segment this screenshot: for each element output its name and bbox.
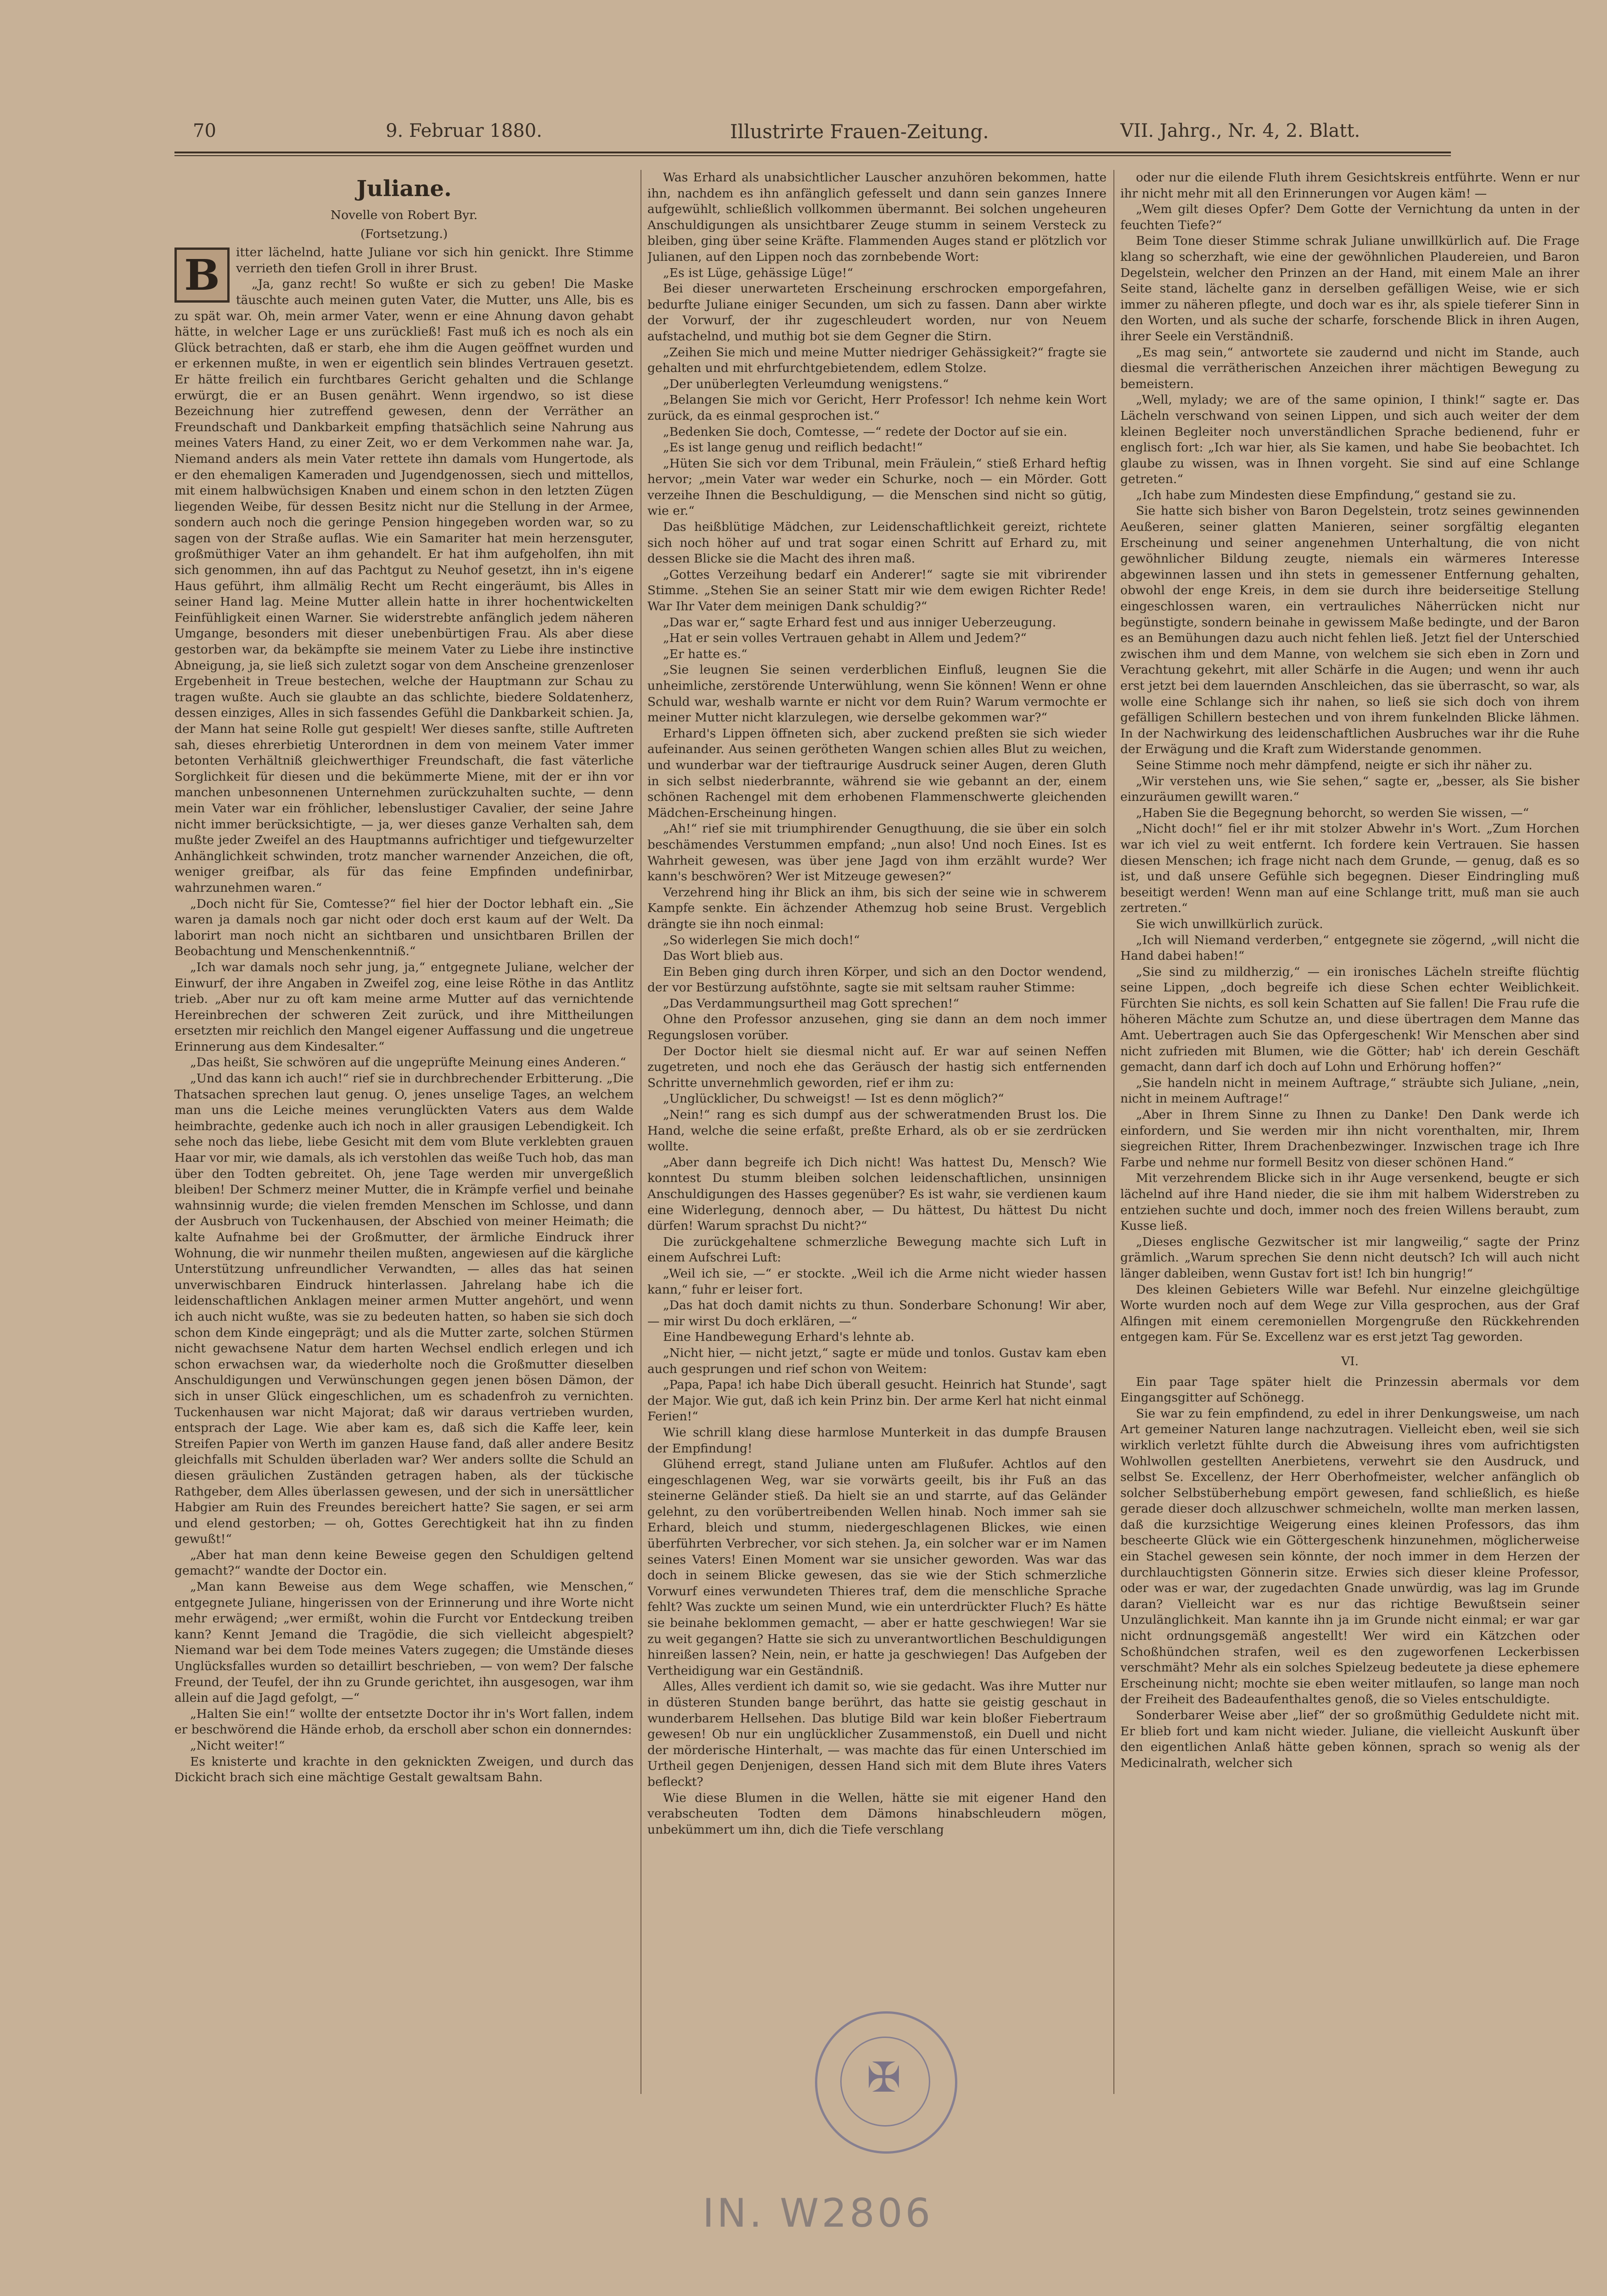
column-2-text [647,170,1107,1838]
paragraph: „Man kann Beweise aus dem Wege schaffen, wie Menschen,“ entgegnete Juliane, hingerissen von der Erinnerung und ihre Worte nicht mehr erwägend; „wer ermißt, wohin die Furcht vor Entdeckung treiben kann? Kennt Jemand die Tragödie, die sich vielleicht abgespielt? Niemand war bei dem Tode meines Vaters zugegen; die Umstände dieses Unglücksfalles wurden so detaillirt beschrieben, — von wem? Der falsche Freund, der Teufel, der ihn zu Grunde gerichtet, ihn ausgesogen, war ihm allein auf die Jagd gefolgt, —“ [174,1580,634,1705]
article-title: Juliane. [356,176,452,202]
paragraph: „Well, mylady; we are of the same opinion, I think!“ sagte er. Das Lächeln verschwand von seinen Lippen, und sich auch weiter der dem kleinen Begleiter noch unverständlichen Sprache bedienend, fuhr er englisch fort: „Ich war hier, als Sie kamen, und habe Sie beobachtet. Ich glaube zu wissen, was in Ihnen vorgeht. Sie sind auf eine Schlange getreten.“ [1120,393,1579,487]
paragraph: „Nein!“ rang es sich dumpf aus der schweratmenden Brust los. Die Hand, welche die seine erfaßt, preßte Erhard, als ob er sie zerdrücken wollte. [647,1108,1107,1154]
paragraph: Erhard's Lippen öffneten sich, aber zuckend preßten sie sich wieder aufeinander. Aus seinen gerötheten Wangen schien alles Blut zu weichen, und wunderbar war der tieftraurige Ausdruck seiner Augen, deren Gluth in sich selbst niederbrannte, während sie wie gebannt an der, einem schönen Rachengel mit dem erhobenen Flammenschwerte gleichenden Mädchen-Erscheinung hingen. [647,726,1107,820]
paragraph: „Und das kann ich auch!“ rief sie in durchbrechender Erbitterung. „Die Thatsachen sprechen laut genug. O, jenes unselige Tages, an welchem man uns die Leiche meines verunglückten Vaters aus dem Walde heimbrachte, gedenke auch ich noch in aller grausigen Lebendigkeit. Ich sehe noch das liebe, liebe Gesicht mit dem vom Blute verklebten grauen Haar vor mir, wie damals, als ich verstohlen das weiße Tuch hob, das man über den Todten gebreitet. Oh, jene Tage werden mir unvergeßlich bleiben! Der Schmerz meiner Mutter, die in Krämpfe verfiel und beinahe wahnsinnig wurde; die vielen fremden Menschen im Schlosse, und dann der Ausbruch von Tuckenhausen, der Abschied von meiner Heimath; die kalte Aufnahme bei der Großmutter, der ärmliche Eindruck ihrer Wohnung, die wir nunmehr theilen mußten, angewiesen auf die kärgliche Unterstützung unfreundlicher Verwandten, — alles das hat seinen unverwischbaren Eindruck hinterlassen. Jahrelang habe ich die leidenschaftlichen Anklagen meiner armen Mutter angehört, und wenn ich auch nicht wußte, was sie zu bedeuten hatten, so haben sie sich doch schon dem Kinde eingeprägt; und als die Mutter zarte, solchen Stürmen nicht gewachsene Natur dem harten Wechsel endlich erlegen und ich schon erwachsen war, da wiederholte noch die Großmutter dieselben Anschuldigungen und Verwünschungen gegen jenen bösen Dämon, der sich in unser Glück eingeschlichen, um es schadenfroh zu vernichten. Tuckenhausen war nicht Majorat; daß wir daraus vertrieben wurden, entsprach der Lage. Wie aber kam es, daß sich die Kaffe leer, kein Streifen Papier von Werth im ganzen Hause fand, daß aller andere Besitz gleichfalls mit Schulden überladen war? Wer anders sollte die Schuld an diesen gräulichen Zuständen getragen haben, als der tückische Rathgeber, dem Alles überlassen gewesen, und der sich in unersättlicher Habgier am Ruin des Freundes bereichert hatte? Sie sagen, er sei arm und elend gestorben; — oh, Gottes Gerechtigkeit hat ihn zu finden gewußt!“ [174,1071,634,1547]
issue-date: 9. Februar 1880. [386,120,542,141]
paragraph: Ein Beben ging durch ihren Körper, und sich an den Doctor wendend, der vor Bestürzung aufstöhnte, sagte sie mit seltsam rauher Stimme: [647,964,1107,995]
paragraph: Der Doctor hielt sie diesmal nicht auf. Er war auf seinen Neffen zugetreten, und noch ehe das Geräusch der hastig sich entfernenden Schritte unvernehmlich geworden, rief er ihm zu: [647,1044,1107,1090]
paragraph: „Ja, ganz recht! So wußte er sich zu geben! Die Maske täuschte auch meinen guten Vater, die Mutter, uns Alle, bis es zu spät war. Oh, mein armer Vater, wenn er eine Ahnung davon gehabt hätte, in welcher Lage er uns zurückließ! Fast muß ich es noch als ein Glück betrachten, daß er starb, ehe ihm die Augen geöffnet wurden und er erkennen mußte, in wen er eigentlich sein blindes Vertrauen gesetzt. Er hätte freilich ein furchtbares Gericht gehalten und die Schlange erwürgt, die er an Busen genährt. Wenn irgendwo, so ist diese Bezeichnung hier zutreffend gewesen, denn der Verräther an Freundschaft und Dankbarkeit empfing thatsächlich seine Nahrung aus meines Vaters Hand, zu einer Zeit, wo er dem Verkommen nahe war. Ja, Niemand anders als mein Vater rettete ihn damals vom Hungertode, als er den ehemaligen Kameraden und Jugendgenossen, siech und mittellos, mit einem halbwüchsigen Knaben und einem schon in den letzten Zügen liegenden Weibe, für dessen Besitz nicht nur die Stellung in der Armee, sondern auch noch die geringe Pension hingegeben worden war, so zu sagen von der Straße auflas. Wie ein Samariter hat mein herzensguter, großmüthiger Vater an ihm gehandelt. Er hat ihm aufgeholfen, ihn mit sich genommen, ihn auf das Pachtgut zu Neuhof gesetzt, ihn in's eigene Haus geführt, ihm allmälig Recht um Recht eingeräumt, bis Alles in seiner Hand lag. Meine Mutter allein hatte in ihrer hochentwickelten Feinfühligkeit einen Warner. Sie widerstrebte anfänglich jedem näheren Umgange, besonders mit dieser unebenbürtigen Frau. Als aber diese gestorben war, da bekämpfte sie meinem Vater zu Liebe ihre instinctive Abneigung, ja, sie ließ sich zuletzt sogar von dem Anscheine grenzenloser Ergebenheit in Treue bestechen, welche der Hauptmann zur Schau zu tragen wußte. Auch sie glaubte an das schlichte, biedere Soldatenherz, dessen einziges, Alles in sich fassendes Gefühl die Dankbarkeit schien. Ja, der Mann hat seine Rolle gut gespielt! Wer dieses sanfte, stille Auftreten sah, dieses ehrerbietig Unterordnen in dem von meinem Vater immer betonten Verhältniß gleichwerthiger Freundschaft, die fast väterliche Sorglichkeit für diesen und die bekümmerte Miene, mit der er ihn vor manchen unbesonnenen Unternehmen zurückzuhalten suchte, — denn mein Vater war ein fröhlicher, lebenslustiger Cavalier, der seine Jahre nicht immer berücksichtigte, — ja, wer dieses ganze Verhalten sah, dem mußte jeder Zweifel an des Hauptmanns aufrichtiger und tiefgewurzelter Anhänglichkeit schwinden, trotz mancher warnender Anzeichen, die oft, weniger greifbar, als für das feine Empfinden undefinirbar, wahrzunehmen waren.“ [174,277,634,895]
paragraph: Beim Tone dieser Stimme schrak Juliane unwillkürlich auf. Die Frage klang so scherzhaft, wie eine der gewöhnlichen Plaudereien, und Baron Degelstein, welcher den Prinzen an der Hand, mit einem Male an ihrer Seite stand, lächelte ganz in derselben gefälligen Weise, wie er sich immer zu näheren pflegte, und doch war es ihr, als spiele tieferer Sinn in den Worten, und als suche der scharfe, forschende Blick in ihren Augen, ihrer Seele ein Verständniß. [1120,234,1579,343]
paragraph: „Gottes Verzeihung bedarf ein Anderer!“ sagte sie mit vibrirender Stimme. „Stehen Sie an seiner Statt mir wie dem ewigen Richter Rede! War Ihr Vater dem meinigen Dank schuldig?“ [647,567,1107,614]
paragraph: „Papa, Papa! ich habe Dich überall gesucht. Heinrich hat Stunde', sagt der Major. Wie gut, daß ich kein Prinz bin. Der arme Kerl hat nicht einmal Ferien!“ [647,1378,1107,1424]
paragraph: Mit verzehrendem Blicke sich in ihr Auge versenkend, beugte er sich lächelnd auf ihre Hand nieder, die sie ihm mit halbem Widerstreben zu entziehen suchte und doch, immer noch des freien Willens beraubt, zum Kusse ließ. [1120,1171,1579,1233]
column-1-text [174,245,634,1786]
paragraph: „Das Verdammungsurtheil mag Gott sprechen!“ [663,996,960,1011]
paragraph: Wie diese Blumen in die Wellen, hätte sie mit eigener Hand den verabscheuten Todten dem Dämons hinabschleudern mögen, unbekümmert um ihn, dich die Tiefe verschlang [647,1790,1107,1837]
paragraph: „Das heißt, Sie schwören auf die ungeprüfte Meinung eines Anderen.“ [190,1055,626,1070]
article-byline: Novelle von Robert Byr. [330,208,478,222]
column-rule-2 [1113,170,1114,2094]
paragraph: „Sie sind zu mildherzig,“ — ein ironisches Lächeln streifte flüchtig seine Lippen, „doch begreife ich diese Schen echter Weiblichkeit. Fürchten Sie nichts, es soll kein Schatten auf Sie fallen! Die Frau rufe die höheren Mächte zum Schutze an, und diese übertragen dem Manne das Amt. Uebertragen auch Sie das Opfergeschenk! Wir Menschen aber sind nicht zufrieden mit Blumen, wie die Götter; hab' ich derein Geschäft gemacht, dann darf ich doch auf Lohn und Erhörung hoffen?“ [1120,964,1579,1075]
paragraph: „Nicht doch!“ fiel er ihr mit stolzer Abwehr in's Wort. „Zum Horchen war ich viel zu weit entfernt. Ich fordere kein Vertrauen. Sie hassen diesen Menschen; ich frage nicht nach dem Grunde, — genug, daß es so ist, und daß unsere Gefühle sich begegnen. Dieser Eindringling muß beseitigt werden! Wenn man auf eine Schlange tritt, muß man sie auch zertreten.“ [1120,822,1579,916]
paragraph: „Belangen Sie mich vor Gericht, Herr Professor! Ich nehme kein Wort zurück, da es einmal gesprochen ist.“ [647,393,1107,423]
paragraph: Das heißblütige Mädchen, zur Leidenschaftlichkeit gereizt, richtete sich noch höher auf und trat sogar einen Schritt auf Erhard zu, mit dessen Blicke sie die Macht des ihren maß. [647,520,1107,566]
header-rule [174,152,1451,153]
paragraph: „Halten Sie ein!“ wollte der entsetzte Doctor ihr in's Wort fallen, indem er beschwörend die Hände erhob, da erscholl aber schon ein donnerndes: [174,1706,634,1737]
paragraph: „Bedenken Sie doch, Comtesse, —“ redete der Doctor auf sie ein. [663,424,1068,439]
paragraph: „Der unüberlegten Verleumdung wenigstens.“ [663,377,949,391]
paragraph: Glühend erregt, stand Juliane unten am Flußufer. Achtlos auf den eingeschlagenen Weg, war sie vorwärts geeilt, bis ihr Fuß an das steinerne Geländer stieß. Da hielt sie an und starrte, auf das Geländer gelehnt, zu den vorübertreibenden Wellen hinab. Noch immer sah sie Erhard, bleich und stumm, niedergeschlagenen Blickes, wie einen überführten Verbrecher, vor sich stehen. Ja, ein solcher war er im Namen seines Vaters! Einen Moment war sie unsicher geworden. Was war das doch in seinem Blicke gewesen, das sie wie der Stich schmerzliche Vorwurf eines verwundeten Thieres traf, dem die menschliche Sprache fehlt? Was zuckte um seinen Mund, wie ein unterdrückter Fluch? Es hätte sie beinahe beklommen gemacht, — aber er hatte geschwiegen! War sie zu weit gegangen? Hatte sie sich zu unverantwortlichen Beschuldigungen hinreißen lassen? Nein, nein, er hatte ja geschwiegen! Das Aufgeben der Vertheidigung war ein Geständniß. [647,1457,1107,1678]
paragraph: Ohne den Professor anzusehen, ging sie dann an dem noch immer Regungslosen vorüber. [647,1012,1107,1043]
paragraph: Des kleinen Gebieters Wille war Befehl. Nur einzelne gleichgültige Worte wurden noch auf dem Wege zur Villa gesprochen, aus der Graf Alfingen mit einem ceremoniellen Morgengruße den Rückkehrenden entgegen kam. Für Se. Excellenz war es erst jetzt Tag geworden. [1120,1282,1579,1345]
column-3 [1120,170,1579,2089]
paragraph: „Aber hat man denn keine Beweise gegen den Schuldigen geltend gemacht?“ wandte der Doctor ein. [174,1548,634,1578]
paragraph: Alles, Alles verdient ich damit so, wie sie gedacht. Was ihre Mutter nur in düsteren Stunden bange berührt, das hatte sie geistig geschaut in wunderbarem Hellsehen. Das blutige Bild war kein bloßer Fiebertraum gewesen! Ob nur ein unglücklicher Zusammenstoß, ein Duell und nicht der mörderische Hinterhalt, — was machte das für einen Unterschied im Urtheil gegen Denjenigen, dessen Hand sich mit dem Blute ihres Vaters befleckt? [647,1679,1107,1789]
paragraph: Das Wort blieb aus. [663,949,784,963]
column-3-section-text [1120,1374,1579,1772]
paragraph: „Weil ich sie, —“ er stockte. „Weil ich die Arme nicht wieder hassen kann,“ fuhr er leiser fort. [647,1266,1107,1297]
column-3-text [1120,170,1579,1345]
column-1 [174,170,634,2089]
paragraph: Die zurückgehaltene schmerzliche Bewegung machte sich Luft in einem Aufschrei Luft: [647,1234,1107,1265]
paragraph: Es knisterte und krachte in den geknickten Zweigen, und durch das Dickicht brach sich eine mächtige Gestalt gewaltsam Bahn. [174,1754,634,1785]
publication-title: Illustrirte Frauen-Zeitung. [730,120,989,143]
paragraph: Wie schrill klang diese harmlose Munterkeit in das dumpfe Brausen der Empfindung! [647,1425,1107,1456]
paragraph: „Es mag sein,“ antwortete sie zaudernd und nicht im Stande, auch diesmal die verrätherischen Anzeichen ihrer mächtigen Bewegung zu bemeistern. [1120,345,1579,391]
paragraph: „Ah!“ rief sie mit triumphirender Genugthuung, die sie über ein solch beschämendes Verstummen empfand; „nun also! Und noch Eines. Ist es Wahrheit gewesen, was über jene Jagd von ihm erzählt wurde? Wer kann's beschwören? Wer ist Mitzeuge gewesen?“ [647,822,1107,884]
page-number: 70 [193,120,216,141]
museum-stamp [815,2011,957,2154]
paragraph: Sonderbarer Weise aber „lief“ der so großmüthig Geduldete nicht mit. Er blieb fort und kam nicht wieder. Juliane, die vielleicht Auskunft über den eigentlichen Anlaß hätte geben können, sprach so wenig als der Medicinalrath, welcher sich [1120,1708,1579,1770]
paragraph: „Unglücklicher, Du schweigst! — Ist es denn möglich?“ [663,1092,1004,1106]
paragraph: „Es ist Lüge, gehässige Lüge!“ [663,265,854,280]
paragraph: „Ich war damals noch sehr jung, ja,“ entgegnete Juliane, welcher der Einwurf, der ihre Angaben in Zweifel zog, eine leise Röthe in das Antlitz trieb. „Aber nur zu oft kam meine arme Mutter auf das vernichtende Hereinbrechen der schweren Zeit zurück, und ihre Mittheilungen ersetzten mir reichlich den Mangel eigener Auffassung und die ungetreue Erinnerung aus dem Kindesalter.“ [174,960,634,1054]
paragraph: „Doch nicht für Sie, Comtesse?“ fiel hier der Doctor lebhaft ein. „Sie waren ja damals noch gar nicht oder doch erst kaum auf der Welt. Da laborirt man noch nicht an sichtbaren und unsichtbaren Brillen der Beobachtung und Menschenkenntniß.“ [174,896,634,959]
paragraph: „Es ist lange genug und reiflich bedacht!“ [663,440,923,455]
paragraph: „Ich will Niemand verderben,“ entgegnete sie zögernd, „will nicht die Hand dabei haben!“ [1120,933,1579,963]
issue-info: VII. Jahrg., Nr. 4, 2. Blatt. [1120,120,1360,141]
paragraph: „Ich habe zum Mindesten diese Empfindung,“ gestand sie zu. [1136,488,1517,502]
paragraph: „Nicht hier, — nicht jetzt,“ sagte er müde und tonlos. Gustav kam eben auch gesprungen und rief schon von Weitem: [647,1345,1107,1376]
paragraph: „Das war er,“ sagte Erhard fest und aus inniger Ueberzeugung. [663,615,1056,630]
paragraph: „Hat er sein volles Vertrauen gehabt in Allem und Jedem?“ [663,631,1027,646]
inventory-mark: IN. W2806 [702,2190,933,2236]
paragraph: „Wem gilt dieses Opfer? Dem Gotte der Vernichtung da unten in der feuchten Tiefe?“ [1120,202,1579,232]
paragraph: „Dieses englische Gezwitscher ist mir langweilig,“ sagte der Prinz grämlich. „Warum sprechen Sie denn nicht deutsch? Ich will auch nicht länger dableiben, wenn Gustav fort ist! Ich bin hungrig!“ [1120,1234,1579,1281]
paragraph: Sie wich unwillkürlich zurück. [1136,917,1323,931]
paragraph: Seine Stimme noch mehr dämpfend, neigte er sich ihr näher zu. [1136,758,1533,772]
drop-cap: B [174,248,230,303]
header-rule-thin [174,155,1451,156]
paragraph: Ein paar Tage später hielt die Prinzessin abermals vor dem Eingangsgitter auf Schönegg. [1120,1374,1579,1405]
paragraph: „Sie leugnen Sie seinen verderblichen Einfluß, leugnen Sie die unheimliche, zerstörende Unterwühlung, wenn Sie können! Wenn er ohne Schuld war, weshalb warnte er nicht vor dem Ruin? Warum vermochte er meiner Mutter nicht klarzulegen, wie derselbe gekommen war?“ [647,663,1107,725]
paragraph: Eine Handbewegung Erhard's lehnte ab. [663,1330,915,1345]
page-header [193,120,1387,148]
paragraph: Bei dieser unerwarteten Erscheinung erschrocken emporgefahren, bedurfte Juliane einiger Secunden, um sich zu fassen. Dann aber wirkte der Vorwurf, der ihr zugeschleudert worden, nur von Neuem aufstachelnd, und muthig bot sie dem Gegner die Stirn. [647,281,1107,343]
paragraph: „Das hat doch damit nichts zu thun. Sonderbare Schonung! Wir aber, — mir wirst Du doch erklären, —“ [647,1298,1107,1328]
section-number: VI. [1341,1354,1359,1368]
paragraph: „Haben Sie die Begegnung behorcht, so werden Sie wissen, —“ [1136,805,1529,820]
paragraph: „Zeihen Sie mich und meine Mutter niedriger Gehässigkeit?“ fragte sie gehalten und mit ehrfurchtgebietendem, edlem Stolze. [647,345,1107,376]
eagle-icon: ✠ [866,2054,901,2102]
article-continuation: (Fortsetzung.) [360,226,448,241]
paragraph: Sie war zu fein empfindend, zu edel in ihrer Denkungsweise, um nach Art gemeiner Naturen lange nachzutragen. Vielleicht eben, weil sie sich wirklich verletzt fühlte durch die Abweisung ihres vom aufrichtigsten Wohlwollen gestellten Anerbietens, verwehrt sie den Ausdruck, und selbst Se. Excellenz, der Herr Oberhofmeister, welcher anfänglich ob solcher Selbstüberhebung empört gewesen, fand schließlich, es hieße gerade dieser doch allzuschwer schmeicheln, wollte man merken lassen, daß die kurzsichtige Weigerung eines kleinen Professors, das ihm bescheerte Glück wie ein Göttergeschenk hinzunehmen, möglicherweise ein Stachel gewesen sein könnte, der noch immer in dem Herzen der durchlauchtigsten Gönnerin sitze. Erwies sich dieser kleine Professor, oder was er war, der zugedachten Gnade unwürdig, was lag im Grunde daran? Vielleicht war es nur das richtige Bewußtsein seiner Unzulänglichkeit. Man kannte ihn ja im Grunde nicht einmal; er war gar nicht ordnungsgemäß angestellt! Wer wird ein Kätzchen oder Schoßhündchen strafen, weil es den zugeworfenen Leckerbissen verschmäht? Mehr als ein solches Spielzeug bedeutete ja diese ephemere Erscheinung nicht; mochte sie eben weiter mitlaufen, so lange man noch der Freiheit des Badeaufenthaltes genoß, die so Vieles entschuldigte. [1120,1406,1579,1707]
paragraph: itter lächelnd, hatte Juliane vor sich hin genickt. Ihre Stimme verrieth den tiefen Groll in ihrer Brust. [236,245,634,276]
paragraph: Sie hatte sich bisher von Baron Degelstein, trotz seines gewinnenden Aeußeren, seiner glatten Manieren, seiner sorgfältig eleganten Erscheinung und seiner angenehmen Unterhaltung, die von nicht gewöhnlicher Bildung zeugte, niemals ein wärmeres Interesse abgewinnen lassen und ihn stets in gemessener Entfernung gehalten, obwohl der enge Kreis, in dem sie durch ihre beiderseitige Stellung eingeschlossen waren, ein vertrauliches Näherrücken nicht nur begünstigte, sondern beinahe in gewissem Maße bedingte, und der Baron es an Bemühungen dazu auch nicht fehlen ließ. Jetzt fiel der Unterschied zwischen ihm und dem Manne, von welchem sie sich eben in Zorn und Verachtung gekehrt, mit aller Schärfe in die Augen; und wenn ihr auch erst jetzt bei dem lauernden Anschleichen, das sie überrascht, so war, als wolle eine Schlange sich ihr nahen, so ließ sie sich doch von ihrem gefälligen Schillern bestechen und von ihrem funkelnden Blicke lähmen. In der Nachwirkung des leidenschaftlichen Ausbruches war ihr die Ruhe der Erwägung und die Kraft zum Widerstande genommen. [1120,504,1579,757]
paragraph: „Hüten Sie sich vor dem Tribunal, mein Fräulein,“ stieß Erhard heftig hervor; „mein Vater war weder ein Schurke, noch — ein Mörder. Gott verzeihe Ihnen die Beschuldigung, — die Menschen sind nicht so gütig, wie er.“ [647,456,1107,518]
paragraph: „Aber dann begreife ich Dich nicht! Was hattest Du, Mensch? Wie konntest Du stumm bleiben solchen leidenschaftlichen, unsinnigen Anschuldigungen des Hasses gegenüber? Es ist wahr, sie verdienen kaum eine Widerlegung, dennoch aber, — Du hättest, Du hättest Du nicht dürfen! Warum sprachst Du nicht?“ [647,1155,1107,1233]
paragraph: Was Erhard als unabsichtlicher Lauscher anzuhören bekommen, hatte ihn, nachdem es ihn anfänglich gefesselt und dann sein ganzes Innere aufgewühlt, schließlich vollkommen übermannt. Bei solchen ungeheuren Anschuldigungen als unsichtbarer Zeuge stumm in seinem Versteck zu bleiben, ging über seine Kräfte. Flammenden Auges stand er plötzlich vor Julianen, auf den Lippen noch das zornbebende Wort: [647,170,1107,264]
paragraph: „Aber in Ihrem Sinne zu Ihnen zu Danke! Den Dank werde ich einfordern, und Sie werden mir ihn nicht vorenthalten, mir, Ihrem siegreichen Ritter, Ihrem Drachenbezwinger. Inzwischen trage ich Ihre Farbe und nehme nur formell Besitz von dieser schönen Hand.“ [1120,1108,1579,1170]
paragraph: Verzehrend hing ihr Blick an ihm, bis sich der seine wie in schwerem Kampfe senkte. Ein ächzender Athemzug hob seine Brust. Vergeblich drängte sie ihn noch einmal: [647,885,1107,931]
column-2 [647,170,1107,2089]
paragraph: „Sie handeln nicht in meinem Auftrage,“ sträubte sich Juliane, „nein, nicht in meinem Auftrage!“ [1120,1075,1579,1106]
paragraph: „Er hatte es.“ [663,647,747,661]
paragraph: oder nur die eilende Fluth ihrem Gesichtskreis entführte. Wenn er nur ihr nicht mehr mit all den Erinnerungen vor Augen käm! — [1120,170,1579,201]
paragraph: „Wir verstehen uns, wie Sie sehen,“ sagte er, „besser, als Sie bisher einzuräumen gewillt waren.“ [1120,774,1579,805]
paragraph: „Nicht weiter!“ [190,1739,285,1753]
paragraph: „So widerlegen Sie mich doch!“ [663,933,860,947]
